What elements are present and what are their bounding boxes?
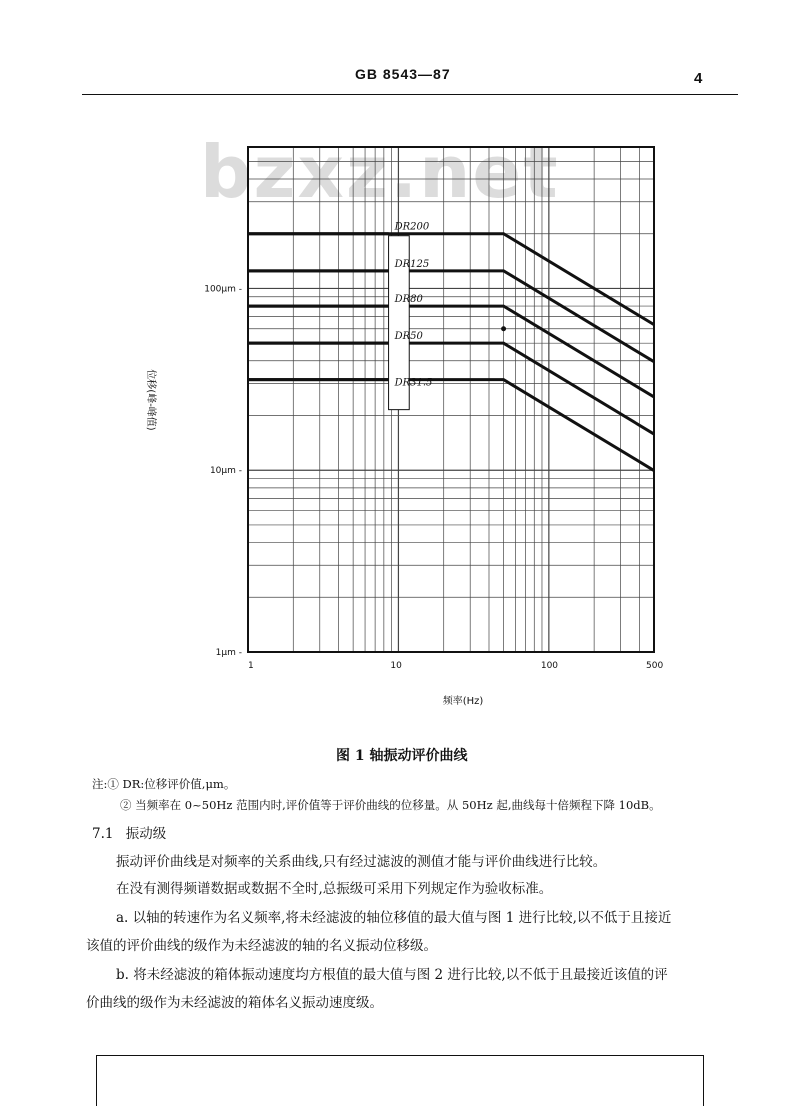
paragraph-b-line1: b. 将未经滤波的箱体振动速度均方根值的最大值与图 2 进行比较,以不低于且最接近该值的评 [116, 967, 668, 983]
y-axis-label: 位移(峰-峰值) [145, 369, 156, 431]
series-label-DR200: DR200 [394, 221, 430, 233]
paragraph-2: 在没有测得频谱数据或数据不全时,总振级可采用下列规定作为验收标准。 [116, 881, 553, 897]
paragraph-a-line1: a. 以轴的转速作为名义频率,将未经滤波的轴位移值的最大值与图 1 进行比较,以不低于且接近 [116, 910, 672, 926]
watermark: bzxz.net [200, 130, 560, 214]
note-1: 注:① DR:位移评价值,μm。 [92, 777, 236, 791]
section-number: 7.1 [92, 826, 114, 842]
series-label-DR80: DR80 [394, 294, 423, 306]
x-axis-label: 频率(Hz) [442, 696, 484, 707]
series-label-DR31.5: DR31.5 [394, 377, 433, 389]
paragraph-a-line2: 该值的评价曲线的级作为未经滤波的轴的名义振动位移级。 [86, 938, 437, 954]
standard-code: GB 8543—87 [355, 66, 451, 82]
series-label-DR125: DR125 [394, 258, 430, 270]
series-line-DR50 [248, 343, 654, 434]
series-line-DR31.5 [248, 377, 654, 471]
x-tick-label: 100 [540, 661, 559, 671]
figure-caption: 图 1 轴振动评价曲线 [336, 748, 468, 764]
y-tick-label: 10μm - [209, 466, 242, 477]
series-label-DR50: DR50 [394, 331, 423, 343]
x-tick-label: 500 [646, 661, 664, 671]
paragraph-1: 振动评价曲线是对频率的关系曲线,只有经过滤波的测值才能与评价曲线进行比较。 [116, 854, 607, 870]
page-number: 4 [694, 70, 703, 87]
bottom-frame [96, 1055, 704, 1106]
plot-frame [248, 147, 654, 652]
y-tick-label: 100μm - [204, 284, 242, 295]
section-title: 振动级 [125, 826, 167, 842]
data-marker [501, 326, 506, 331]
x-tick-label: 10 [390, 661, 402, 671]
series-line-DR200 [248, 234, 654, 325]
note-2: ② 当频率在 0~50Hz 范围内时,评价值等于评价曲线的位移量。从 50Hz 起,曲线每十倍频程下降 10dB。 [120, 798, 661, 812]
x-tick-label: 1 [248, 661, 254, 671]
section-heading [92, 822, 166, 842]
paragraph-b-line2: 价曲线的级作为未经滤波的箱体名义振动速度级。 [86, 995, 383, 1011]
y-tick-label: 1μm - [215, 648, 242, 658]
